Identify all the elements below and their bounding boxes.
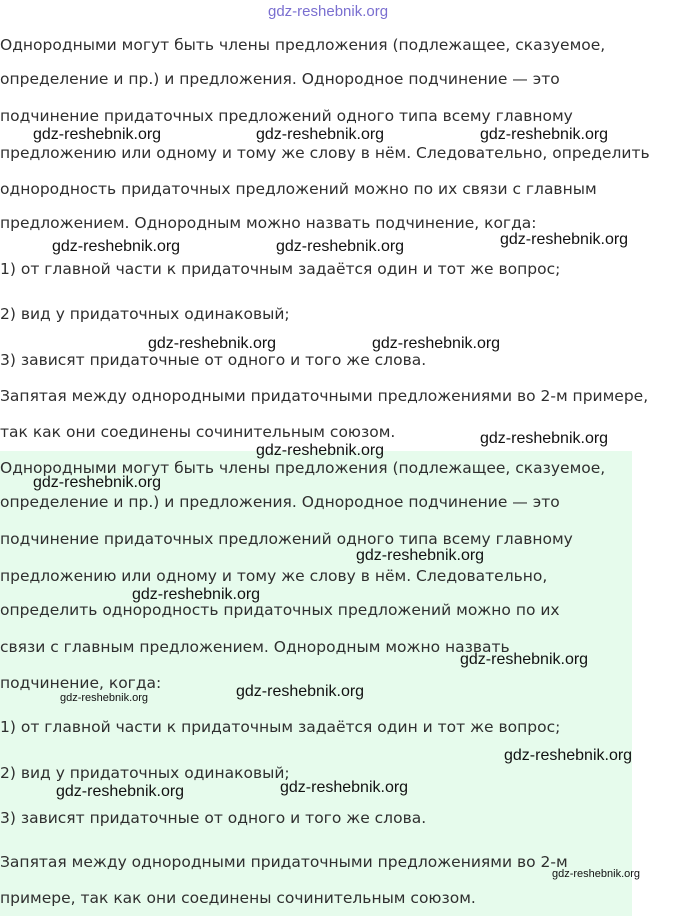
block2-line: подчинение придаточных предложений одного типа всему главному (0, 530, 573, 548)
watermark: gdz-reshebnik.org (552, 868, 641, 880)
block1-line: подчинение придаточных предложений одного типа всему главному (0, 107, 573, 125)
block2-line: Однородными могут быть члены предложения (подлежащее, сказуемое, (0, 459, 606, 477)
watermark: gdz-reshebnik.org (480, 126, 609, 143)
watermark: gdz-reshebnik.org (236, 683, 365, 700)
watermark: gdz-reshebnik.org (500, 231, 629, 248)
block1-line: предложению или одному и тому же слову в нём. Следовательно, определить (0, 144, 650, 162)
block1-line: предложением. Однородным можно назвать подчинение, когда: (0, 214, 537, 232)
watermark: gdz-reshebnik.org (460, 651, 589, 668)
block2-line: 2) вид у придаточных одинаковый; (0, 764, 290, 782)
top-watermark: gdz-reshebnik.org (268, 3, 389, 20)
block2-line: 1) от главной части к придаточным задаётся один и тот же вопрос; (0, 718, 561, 736)
block1-line: Запятая между однородными придаточными предложениями во 2-м примере, (0, 387, 649, 405)
block2-line: 3) зависят придаточные от одного и того же слова. (0, 809, 427, 827)
block1-line: однородность придаточных предложений можно по их связи с главным (0, 180, 597, 198)
watermark: gdz-reshebnik.org (132, 586, 261, 603)
block2-line: предложению или одному и тому же слову в нём. Следовательно, (0, 567, 548, 585)
watermark: gdz-reshebnik.org (480, 430, 609, 447)
block1-line: определение и пр.) и предложения. Однородное подчинение — это (0, 70, 560, 88)
watermark: gdz-reshebnik.org (356, 547, 485, 564)
block1-line: 2) вид у придаточных одинаковый; (0, 305, 290, 323)
block1-line: Однородными могут быть члены предложения (подлежащее, сказуемое, (0, 36, 606, 54)
block2-line: определение и пр.) и предложения. Однородное подчинение — это (0, 493, 560, 511)
watermark: gdz-reshebnik.org (504, 747, 633, 764)
watermark: gdz-reshebnik.org (256, 126, 385, 143)
block2-line: связи с главным предложением. Однородным можно назвать (0, 638, 510, 656)
watermark: gdz-reshebnik.org (33, 126, 162, 143)
watermark: gdz-reshebnik.org (52, 238, 181, 255)
block2-line: Запятая между однородными придаточными предложениями во 2-м (0, 853, 568, 871)
block1-line: 3) зависят придаточные от одного и того же слова. (0, 351, 427, 369)
watermark: gdz-reshebnik.org (33, 474, 162, 491)
watermark: gdz-reshebnik.org (280, 779, 409, 796)
block1-line: так как они соединены сочинительным союзом. (0, 423, 396, 441)
watermark: gdz-reshebnik.org (372, 335, 501, 352)
watermark: gdz-reshebnik.org (60, 692, 149, 704)
watermark: gdz-reshebnik.org (256, 442, 385, 459)
block2-line: подчинение, когда: (0, 674, 162, 692)
watermark: gdz-reshebnik.org (276, 238, 405, 255)
block2-line: примере, так как они соединены сочинительным союзом. (0, 889, 476, 907)
block2-line: определить однородность придаточных предложений можно по их (0, 601, 560, 619)
watermark: gdz-reshebnik.org (56, 783, 185, 800)
watermark: gdz-reshebnik.org (148, 335, 277, 352)
block1-line: 1) от главной части к придаточным задаётся один и тот же вопрос; (0, 260, 561, 278)
